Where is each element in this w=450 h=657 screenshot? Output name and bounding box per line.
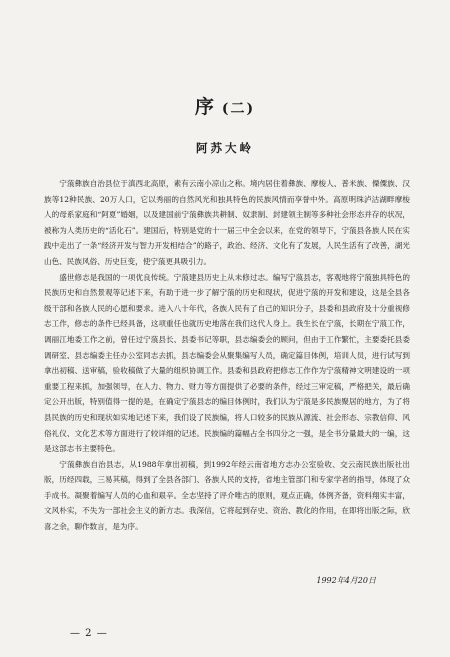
signature-date: 1992年4月20日 <box>316 576 376 585</box>
paragraph: 宁蒗彝族自治县位于滇西北高原，素有云南小凉山之称。境内居住着彝族、摩梭人、普米族、傈僳族、汉族等12种民族、20万人口，它以秀丽的自然风光和独具特色的民族风情而享誉中外。高原明珠泸沽湖畔摩梭人的母系家庭和“阿夏”婚姻，以及建国前宁蒗彝族共耕制、奴隶制、封建领主制等多种社会形态并存的状况，被称为人类历史的“活化石”。建国后，特别是党的十一届三中全会以来，在党的领导下，宁蒗县各族人民在实践中走出了一条“经济开发与智力开发相结合”的路子，政治、经济、文化有了发展，人民生活有了改善，湖光山色、民族风俗、历史巨变，使宁蒗更具吸引力。 <box>44 179 410 266</box>
paragraph: 宁蒗彝族自治县志，从1988年拿出初稿，到1992年经云南省地方志办公室验收、交云南民族出版社出版，历经四载，三易其稿，得到了全县各部门、各族人民的支持，省地主管部门和专家学者的指导，体现了众手成书。凝聚着编写人员的心血和艰辛。全志坚持了评介唯古的原则，观点正确，体例齐备，资料翔实丰富，文风朴实，不失为一部社会主义的新方志。我深信，它将起到存史、资治、教化的作用，在即将出版之际，欣喜之余，聊作数言，是为序。 <box>44 459 410 532</box>
title-main: 序 <box>194 96 216 118</box>
title-sub: (二) <box>221 101 256 117</box>
author-name: 阿苏大岭 <box>196 141 254 155</box>
preface-title <box>0 92 450 119</box>
page-number: — 2 — <box>70 628 108 639</box>
paragraph: 盛世修志是我国的一项优良传统。宁蒗建县历史上从未修过志。编写宁蒗县志，客观地将宁蒗独具特色的民族历史和自然景观等记述下来，有助于进一步了解宁蒗的历史和现状，促进宁蒗的开发和建设，这是全县各级干部和各族人民的心愿和要求。进入八十年代，各族人民有了自己的知识分子，县委和县政府及十分重视修志工作，修志的条件已经具备，这项重任也就历史地落在我们这代人身上。我生长在宁蒗，长期在宁蒗工作，调丽江地委工作之前，曾任过宁蒗县长、县委书记等职，县志编委会的顾问，但由于工作繁忙，主要委托县委调研室、县志编委主任办公室同志去抓，县志编委会从聚集编写人员，确定篇目体例，培训人员，进行试写到拿出初稿、送审稿，验收稿做了大量的组织协调工作。县委和县政府把修志工作作为宁蒗精神文明建设的一项重要工程来抓，加强领导，在人力、物力、财力等方面提供了必要的条件，经过三审定稿，严格把关，最后确定公开出版，特别值得一提的是，在确定宁蒗县志的编目体例时，我们认为宁蒗是多民族聚居的地方，为了将县民族的历史和现状如实地记述下来，我们设了民族编，将人口较多的民族从源流、社会形态、宗教信仰、风俗礼仪、文化艺术等方面进行了较详细的记述。民族编的篇幅占全书四分之一强，是全书分量最大的一编，这是这部志书主要特色。 <box>44 272 410 454</box>
preface-body <box>44 176 410 535</box>
